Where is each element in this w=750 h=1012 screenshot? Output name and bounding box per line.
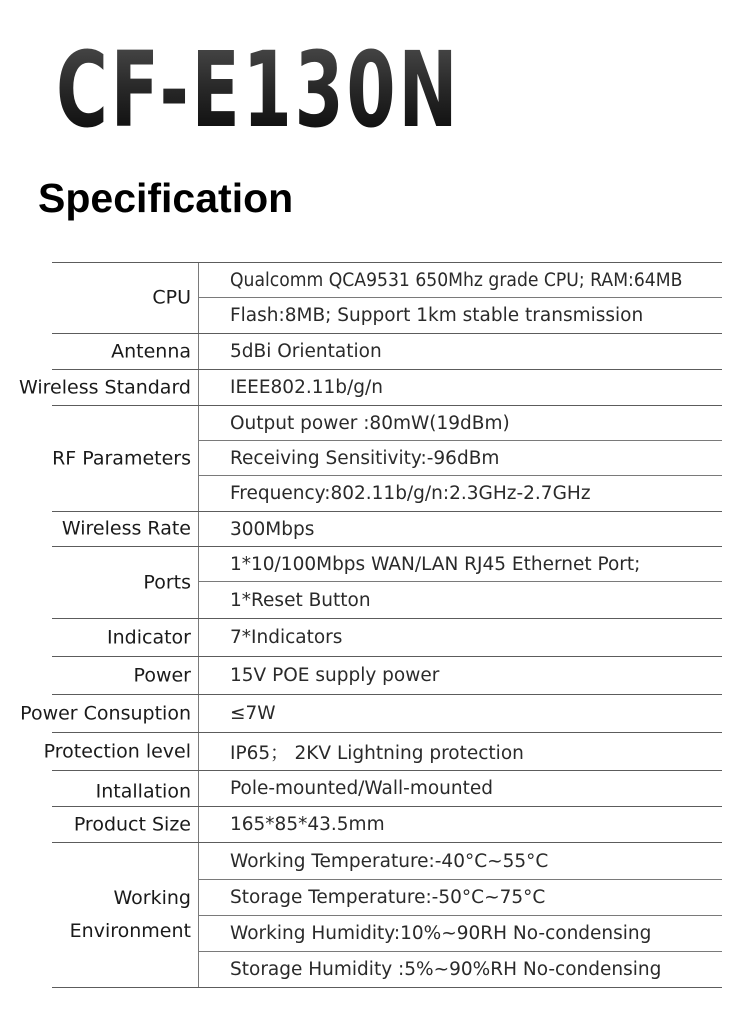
- spec-values: [199, 657, 722, 694]
- spec-label: RF Parameters: [52, 447, 191, 469]
- spec-values: [199, 733, 722, 770]
- spec-label: Antenna: [111, 340, 191, 362]
- spec-value: 1*Reset Button: [230, 589, 371, 611]
- spec-label: Power: [133, 664, 191, 686]
- spec-values: [199, 370, 722, 405]
- spec-value: Storage Temperature:-50°C~75°C: [199, 880, 722, 916]
- spec-value: Frequency:802.11b/g/n:2.3GHz-2.7GHz: [230, 483, 591, 504]
- spec-value: 300Mbps: [230, 518, 315, 540]
- spec-value: 165*85*43.5mm: [230, 814, 385, 835]
- spec-values: [199, 695, 722, 732]
- spec-value: Qualcomm QCA9531 650Mhz grade CPU; RAM:64MB: [199, 263, 722, 298]
- spec-label-cell: [52, 619, 199, 656]
- spec-row-installation: [52, 771, 722, 807]
- spec-label: Wireless Rate: [61, 517, 191, 540]
- spec-label: Intallation: [95, 780, 191, 802]
- spec-value: 7*Indicators: [230, 627, 343, 648]
- spec-value: Storage Humidity :5%~90%RH No-condensing: [230, 959, 662, 980]
- spec-label: Product Size: [73, 813, 191, 835]
- spec-label: CPU: [152, 286, 191, 309]
- spec-row-power: [52, 657, 722, 695]
- spec-value: IEEE802.11b/g/n: [230, 377, 383, 398]
- spec-label-cell: [52, 843, 199, 987]
- spec-label: Indicator: [107, 626, 191, 648]
- spec-label-cell: [52, 406, 199, 511]
- spec-value: 5dBi Orientation: [230, 341, 382, 362]
- spec-values: [199, 512, 722, 546]
- spec-values: [199, 406, 722, 511]
- spec-row-protection-level: [43, 733, 722, 771]
- spec-label: Power Consuption: [20, 702, 191, 724]
- spec-value: Receiving Sensitivity:-96dBm: [199, 441, 722, 476]
- spec-row-rf-parameters: [52, 406, 722, 512]
- spec-value: 1*10/100Mbps WAN/LAN RJ45 Ethernet Port;: [199, 547, 722, 582]
- spec-value: Working Temperature:-40°C~55°C: [199, 843, 722, 880]
- spec-value: Output power :80mW(19dBm): [199, 406, 722, 441]
- spec-label: Protection level: [43, 740, 191, 762]
- spec-label: Ports: [143, 571, 191, 593]
- spec-label-cell: [52, 657, 199, 694]
- spec-row-working-environment: [52, 843, 722, 988]
- spec-label-cell: [52, 512, 199, 546]
- spec-value: Working Humidity:10%~90RH No-condensing: [199, 916, 722, 952]
- spec-values: [199, 807, 722, 842]
- spec-label-cell: [19, 370, 199, 405]
- spec-label: Working Environment: [69, 887, 191, 942]
- spec-value: IP65； 2KV Lightning protection: [230, 742, 524, 764]
- product-model-logo: CF-E130N: [56, 29, 461, 151]
- spec-values: [199, 843, 722, 987]
- spec-values: [199, 334, 722, 369]
- spec-label-cell: [52, 334, 199, 369]
- spec-row-antenna: [52, 334, 722, 370]
- spec-label-cell: [20, 695, 199, 732]
- spec-values: [199, 619, 722, 656]
- section-title: Specification: [38, 175, 294, 221]
- spec-values: [199, 547, 722, 618]
- spec-label: Wireless Standard: [19, 376, 191, 398]
- spec-label-cell: [43, 733, 199, 770]
- spec-value: Pole-mounted/Wall-mounted: [230, 778, 493, 799]
- spec-values: [199, 771, 722, 806]
- spec-label-cell: [52, 263, 199, 333]
- spec-row-indicator: [52, 619, 722, 657]
- spec-values: [199, 263, 722, 333]
- spec-value: ≤7W: [230, 703, 276, 724]
- spec-row-wireless-rate: [52, 512, 722, 547]
- spec-label-cell: [52, 547, 199, 618]
- spec-label-cell: [52, 807, 199, 842]
- spec-row-wireless-standard: [19, 370, 722, 406]
- spec-row-product-size: [52, 807, 722, 843]
- spec-value: Flash:8MB; Support 1km stable transmission: [230, 305, 644, 326]
- spec-row-power-consumption: [20, 695, 722, 733]
- spec-label-cell: [52, 771, 199, 806]
- spec-row-cpu: [52, 263, 722, 334]
- spec-value: 15V POE supply power: [230, 665, 440, 686]
- spec-row-ports: [52, 547, 722, 619]
- spec-table: [19, 262, 722, 988]
